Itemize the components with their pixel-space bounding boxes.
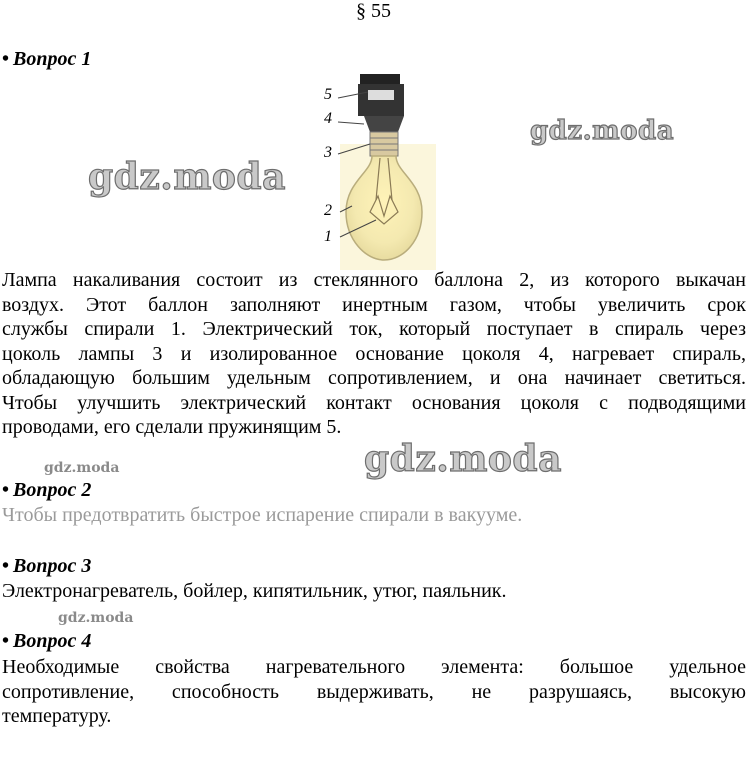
question-4-heading (2, 630, 91, 653)
figure-label-5: 5 (324, 86, 332, 103)
question-3-title: Вопрос 3 (13, 555, 92, 577)
question-2-answer: Чтобы предотвратить быстрое испарение спирали в вакууме. (2, 504, 523, 526)
question-3-heading (2, 555, 91, 578)
answer-line: Лампа накаливания состоит из стеклянного баллона 2, из которого выкачан (2, 269, 746, 291)
figure-label-2: 2 (324, 202, 332, 219)
page-header: § 55 (356, 0, 391, 22)
answer-line: проводами, его сделали пружинящим 5. (2, 416, 342, 438)
watermark-small: gdz.moda (58, 610, 134, 626)
answer-line: Чтобы улучшить электрический контакт основания цоколя с подводящими (2, 391, 746, 414)
watermark-medium: gdz.moda (530, 116, 675, 146)
question-2-heading (2, 479, 91, 502)
question-3-answer: Электронагреватель, бойлер, кипятильник, утюг, паяльник. (2, 580, 507, 602)
answer-line: цоколь лампы 3 и изолированное основание цоколя 4, нагревает спираль, (2, 342, 746, 365)
answer-line: Необходимые свойства нагревательного элемента: большое удельное (2, 656, 746, 678)
answer-line: воздух. Этот баллон заполняют инертным газом, чтобы увеличить срок (2, 293, 746, 316)
question-4-title: Вопрос 4 (13, 630, 92, 652)
question-1-heading (2, 48, 91, 71)
question-1-title: Вопрос 1 (13, 48, 92, 70)
figure-label-3: 3 (324, 144, 332, 161)
watermark-large: gdz.moda (88, 156, 286, 198)
watermark-small: gdz.moda (44, 460, 120, 476)
bullet: • (2, 555, 10, 577)
figure-label-4: 4 (324, 110, 332, 127)
bullet: • (2, 48, 10, 70)
answer-line: сопротивление, способность выдерживать, не разрушаясь, высокую (2, 680, 746, 703)
question-1-answer (2, 268, 746, 440)
question-4-answer (2, 655, 746, 729)
answer-line: обладающую большим удельным сопротивлением, и она начинает светиться. (2, 367, 746, 389)
figure-label-1: 1 (324, 228, 332, 245)
answer-line: службы спирали 1. Электрический ток, который поступает в спираль через (2, 318, 746, 340)
bullet: • (2, 630, 10, 652)
watermark-large: gdz.moda (364, 438, 562, 480)
bullet: • (2, 479, 10, 501)
light-bulb-illustration (318, 72, 436, 270)
question-2-title: Вопрос 2 (13, 479, 92, 501)
light-bulb-figure (318, 72, 436, 270)
answer-line: температуру. (2, 705, 112, 727)
